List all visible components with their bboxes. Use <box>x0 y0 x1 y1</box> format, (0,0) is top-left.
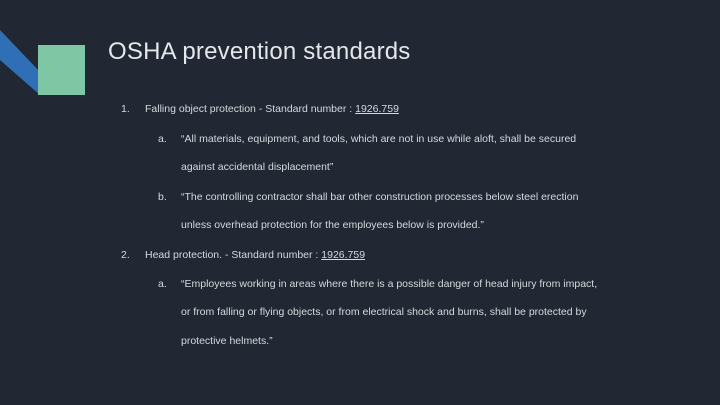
item-2-number: 2. <box>121 249 130 261</box>
item-2a-line-1: “Employees working in areas where there is a possible danger of head injury from impact, <box>181 278 598 290</box>
item-2-standard-link[interactable]: 1926.759 <box>321 249 366 261</box>
item-2-text <box>145 249 365 261</box>
item-2-label: Head protection. - Standard number : <box>145 249 322 261</box>
slide-title: OSHA prevention standards <box>108 38 411 65</box>
item-1b-line-2: unless overhead protection for the employees below is provided.” <box>181 219 484 231</box>
item-1-number: 1. <box>121 103 130 115</box>
item-2a-line-2: or from falling or flying objects, or from electrical shock and burns, shall be protected by <box>181 306 587 318</box>
item-2a-letter: a. <box>158 278 167 290</box>
item-1a-line-1: “All materials, equipment, and tools, which are not in use while aloft, shall be secured <box>181 133 577 145</box>
item-1-label: Falling object protection - Standard number : <box>145 103 356 115</box>
item-2a-line-3: protective helmets.” <box>181 335 273 347</box>
item-1a-line-2: against accidental displacement” <box>181 161 334 173</box>
item-1-standard-link[interactable]: 1926.759 <box>355 103 399 115</box>
item-1-text <box>145 103 399 115</box>
item-1b-line-1: “The controlling contractor shall bar other construction processes below steel erection <box>181 191 579 203</box>
item-1b-letter: b. <box>158 191 167 203</box>
item-1a-letter: a. <box>158 133 167 145</box>
